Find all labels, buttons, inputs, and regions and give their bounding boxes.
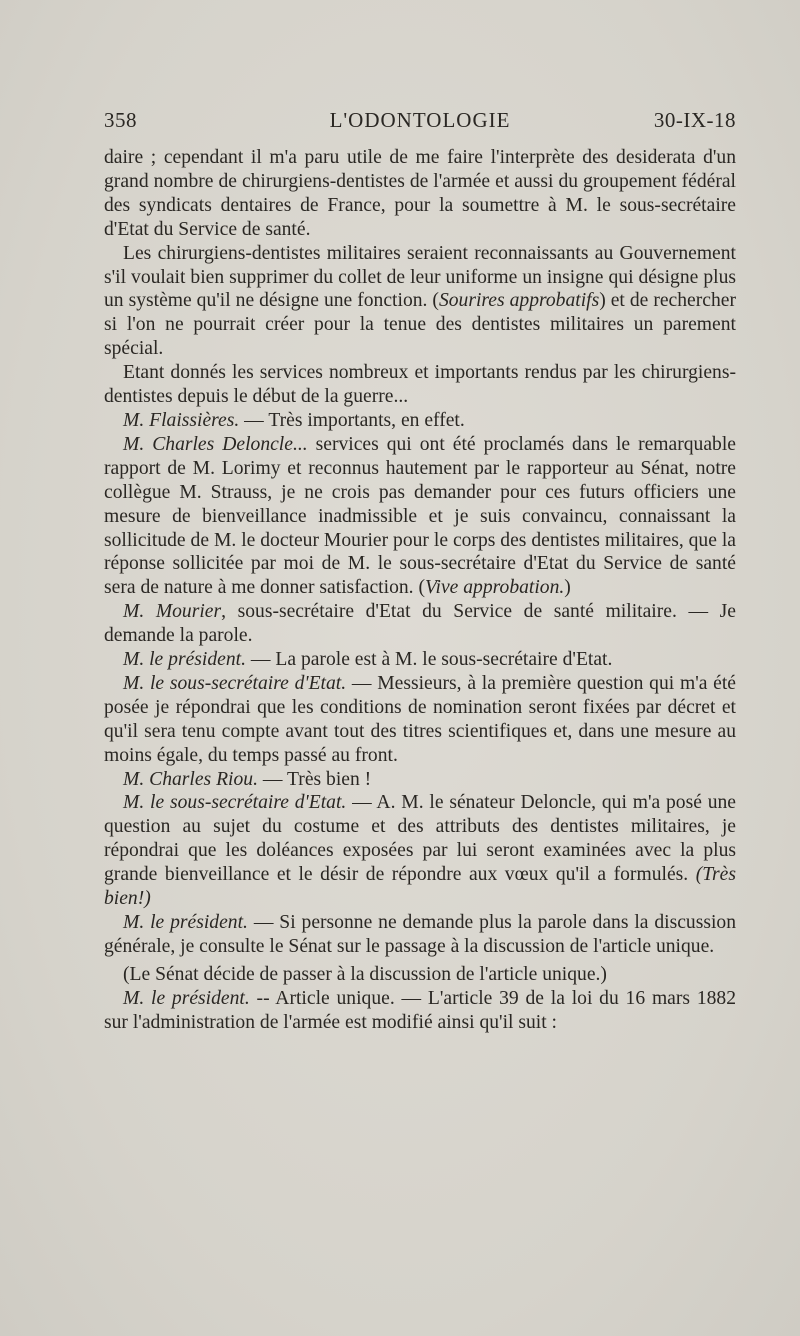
speaker-name: M. le sous-secrétaire d'Etat. — [123, 792, 347, 814]
paragraph — [104, 911, 736, 959]
text-run-italic: (Très bien!) — [104, 864, 736, 910]
text-run-italic: Vive approbation. — [424, 577, 565, 599]
issue-date: 30-IX-18 — [653, 108, 736, 132]
speaker-name: M. le président. — [123, 649, 246, 671]
text-run: (Le Sénat décide de passer à la discussion de l'article unique.) — [123, 963, 607, 985]
running-title: L'ODONTOLOGIE — [329, 108, 511, 132]
speaker-name: M. le sous-secrétaire d'Etat. — [123, 672, 347, 694]
paragraph — [104, 987, 736, 1035]
text-run: — Si personne ne demande plus la parole dans la discussion générale, je consulte le Sénat sur le passage à la discussion de l'article unique. — [104, 912, 736, 957]
text-run: Les chirurgiens-dentistes militaires seraient reconnaissants au Gouvernement s'il voulait bien supprimer du collet de leur uniforme un insigne qui désigne plus un système qu'il ne désigne une fonction. ( — [104, 242, 736, 312]
paragraph — [104, 791, 736, 911]
speaker-name: M. Mourier — [123, 601, 222, 623]
text-run: — La parole est à M. le sous-secrétaire d'Etat. — [245, 649, 613, 671]
text-run: daire ; cependant il m'a paru utile de me faire l'interprète des desiderata d'un grand nombre de chirurgiens-dentistes de l'armée et aussi du groupement fédéral des syndicats dentaires de France, pour la soumettre à M. le sous-secrétaire d'Etat du Service de santé. — [104, 147, 736, 240]
paragraph — [104, 361, 736, 409]
page-body — [104, 146, 736, 1035]
speaker-name: M. Charles Deloncle... — [123, 433, 308, 455]
text-run: — Très bien ! — [257, 768, 372, 790]
paragraph — [104, 648, 736, 672]
paragraph — [104, 433, 736, 600]
paragraph — [104, 963, 736, 987]
paragraph — [104, 768, 736, 792]
text-run: ) — [564, 577, 571, 599]
page-header — [104, 108, 736, 136]
text-run: -- Article unique. — L'article 39 de la loi du 16 mars 1882 sur l'administration de l'armée est modifié ainsi qu'il suit : — [104, 987, 737, 1033]
speaker-name: M. Charles Riou. — [123, 768, 258, 790]
speaker-name: M. le président. — [123, 987, 250, 1009]
paragraph — [104, 146, 736, 242]
speaker-name: M. Flaissières. — [123, 409, 240, 431]
paragraph — [104, 600, 736, 648]
text-run: , sous-secrétaire d'Etat du Service de santé militaire. — Je demande la parole. — [104, 601, 736, 647]
speaker-name: M. le président. — [123, 912, 248, 933]
text-run: — A. M. le sénateur Deloncle, qui m'a posé une question au sujet du costume et des attributs des dentistes militaires, je répondrai que les doléances exposées par lui seront examinées avec la plus grande bienveillance et le désir de répondre aux vœux qu'il a formulés. — [104, 792, 736, 886]
page-number: 358 — [104, 108, 137, 132]
paragraph — [104, 409, 736, 433]
text-run: — Très importants, en effet. — [239, 409, 465, 431]
text-run: — Messieurs, à la première question qui m'a été posée je répondrai que les conditions de nomination seront fixées par décret et qu'il sera tenu compte avant tout des titres scientifiques et, dans une mesure au moins égale, du temps passé au front. — [104, 672, 737, 766]
text-run-italic: Sourires approbatifs — [438, 290, 600, 312]
paragraph — [104, 242, 736, 362]
text-run: services qui ont été proclamés dans le remarquable rapport de M. Lorimy et reconnus hautement par le rapporteur au Sénat, notre collègue M. Strauss, je ne crois pas demander pour ces futurs officiers une mesure de bienveillance inadmissible et je suis convaincu, connaissant la sollicitude de M. le docteur Mourier pour le corps des dentistes militaires, que la réponse sollicitée par moi de M. le sous-secrétaire d'Etat du Service de santé sera de nature à me donner satisfaction. ( — [104, 433, 736, 599]
paragraph — [104, 672, 736, 768]
text-run: Etant donnés les services nombreux et importants rendus par les chirurgiens-dentistes depuis le début de la guerre... — [104, 362, 736, 408]
text-run: ) et de rechercher si l'on ne pourrait créer pour la tenue des dentistes militaires un parement spécial. — [104, 290, 736, 360]
